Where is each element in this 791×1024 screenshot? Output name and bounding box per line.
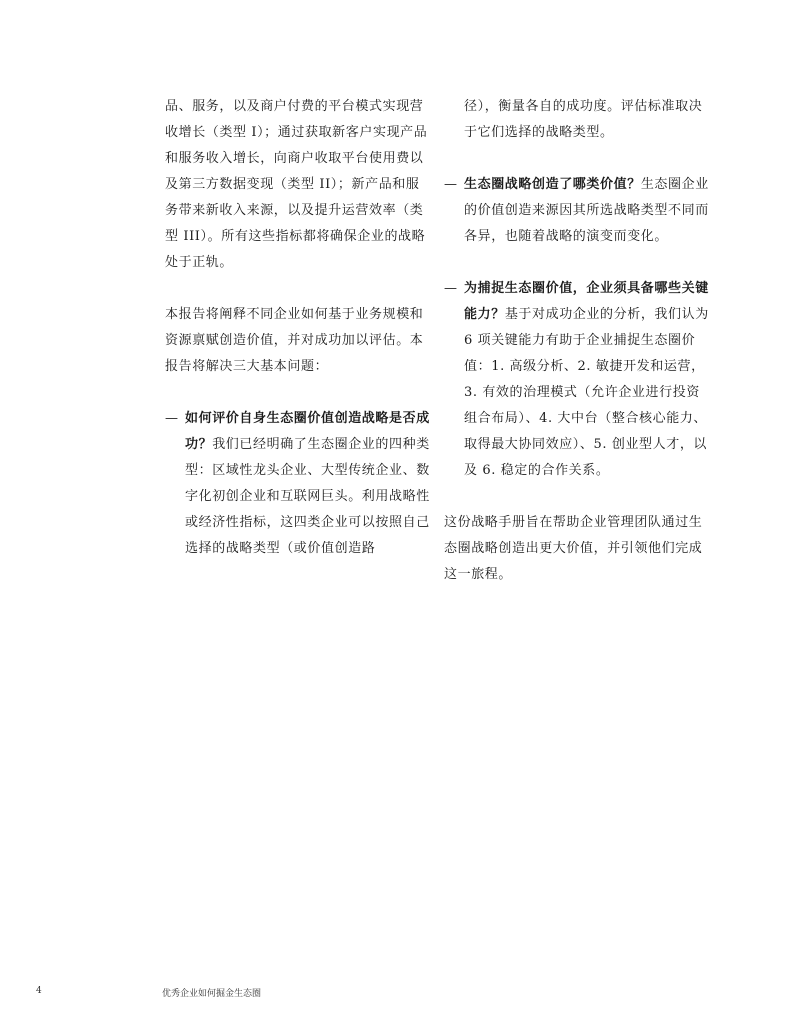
question-3-title: 为捕捉生态圈价值，企业须具备哪些关键能力？ bbox=[464, 281, 709, 322]
question-3-text: 基于对成功企业的分析，我们认为 6 项关键能力有助于企业捕捉生态圈价值：1. 高级分析、2. 敏捷开发和运营，3. 有效的治理模式（允许企业进行投资组合布局）、4. 大中台（整合核心能力、取得最大协同效应）、5. 创业型人才，以及 6. 稳定的合作关系。 bbox=[464, 307, 709, 478]
question-1-title: 如何评价自身生态圈价值创造战略是否成功？ bbox=[185, 411, 430, 452]
intro-continuation-paragraph: 品、服务，以及商户付费的平台模式实现营收增长（类型 I）；通过获取新客户实现产品和服务收入增长，向商户收取平台使用费以及第三方数据变现（类型 II）；新产品和服务带来新收入来源，以及提升运营效率（类型 III）。所有这些指标都将确保企业的战略处于正轨。 bbox=[165, 99, 428, 270]
running-title: 优秀企业如何掘金生态圈 bbox=[162, 989, 262, 999]
right-column bbox=[444, 94, 712, 588]
page-number: 4 bbox=[36, 986, 42, 996]
question-2-title: 生态圈战略创造了哪类价值？ bbox=[464, 177, 641, 192]
three-questions-intro-paragraph: 本报告将阐释不同企业如何基于业务规模和资源禀赋创造价值，并对成功加以评估。本报告将解决三大基本问题： bbox=[165, 307, 424, 374]
left-column bbox=[165, 94, 431, 562]
question-1-text: 我们已经明确了生态圈企业的四种类型：区域性龙头企业、大型传统企业、数字化初创企业和互联网巨头。利用战略性或经济性指标，这四类企业可以按照自己选择的战略类型（或价值创造路 bbox=[185, 437, 430, 556]
closing-paragraph: 这份战略手册旨在帮助企业管理团队通过生态圈战略创造出更大价值，并引领他们完成这一旅程。 bbox=[444, 515, 703, 582]
question-1-bullet bbox=[165, 406, 431, 562]
question-3-bullet bbox=[444, 276, 712, 484]
question-1-bullet-continuation: 径），衡量各自的成功度。评估标准取决于它们选择的战略类型。 bbox=[464, 99, 703, 140]
question-2-bullet bbox=[444, 172, 712, 250]
bullet-dash: — bbox=[165, 411, 179, 426]
bullet-dash: — bbox=[444, 177, 458, 192]
bullet-dash: — bbox=[444, 281, 458, 296]
question-2-text: 生态圈企业的价值创造来源因其所选战略类型不同而各异，也随着战略的演变而变化。 bbox=[464, 177, 709, 244]
